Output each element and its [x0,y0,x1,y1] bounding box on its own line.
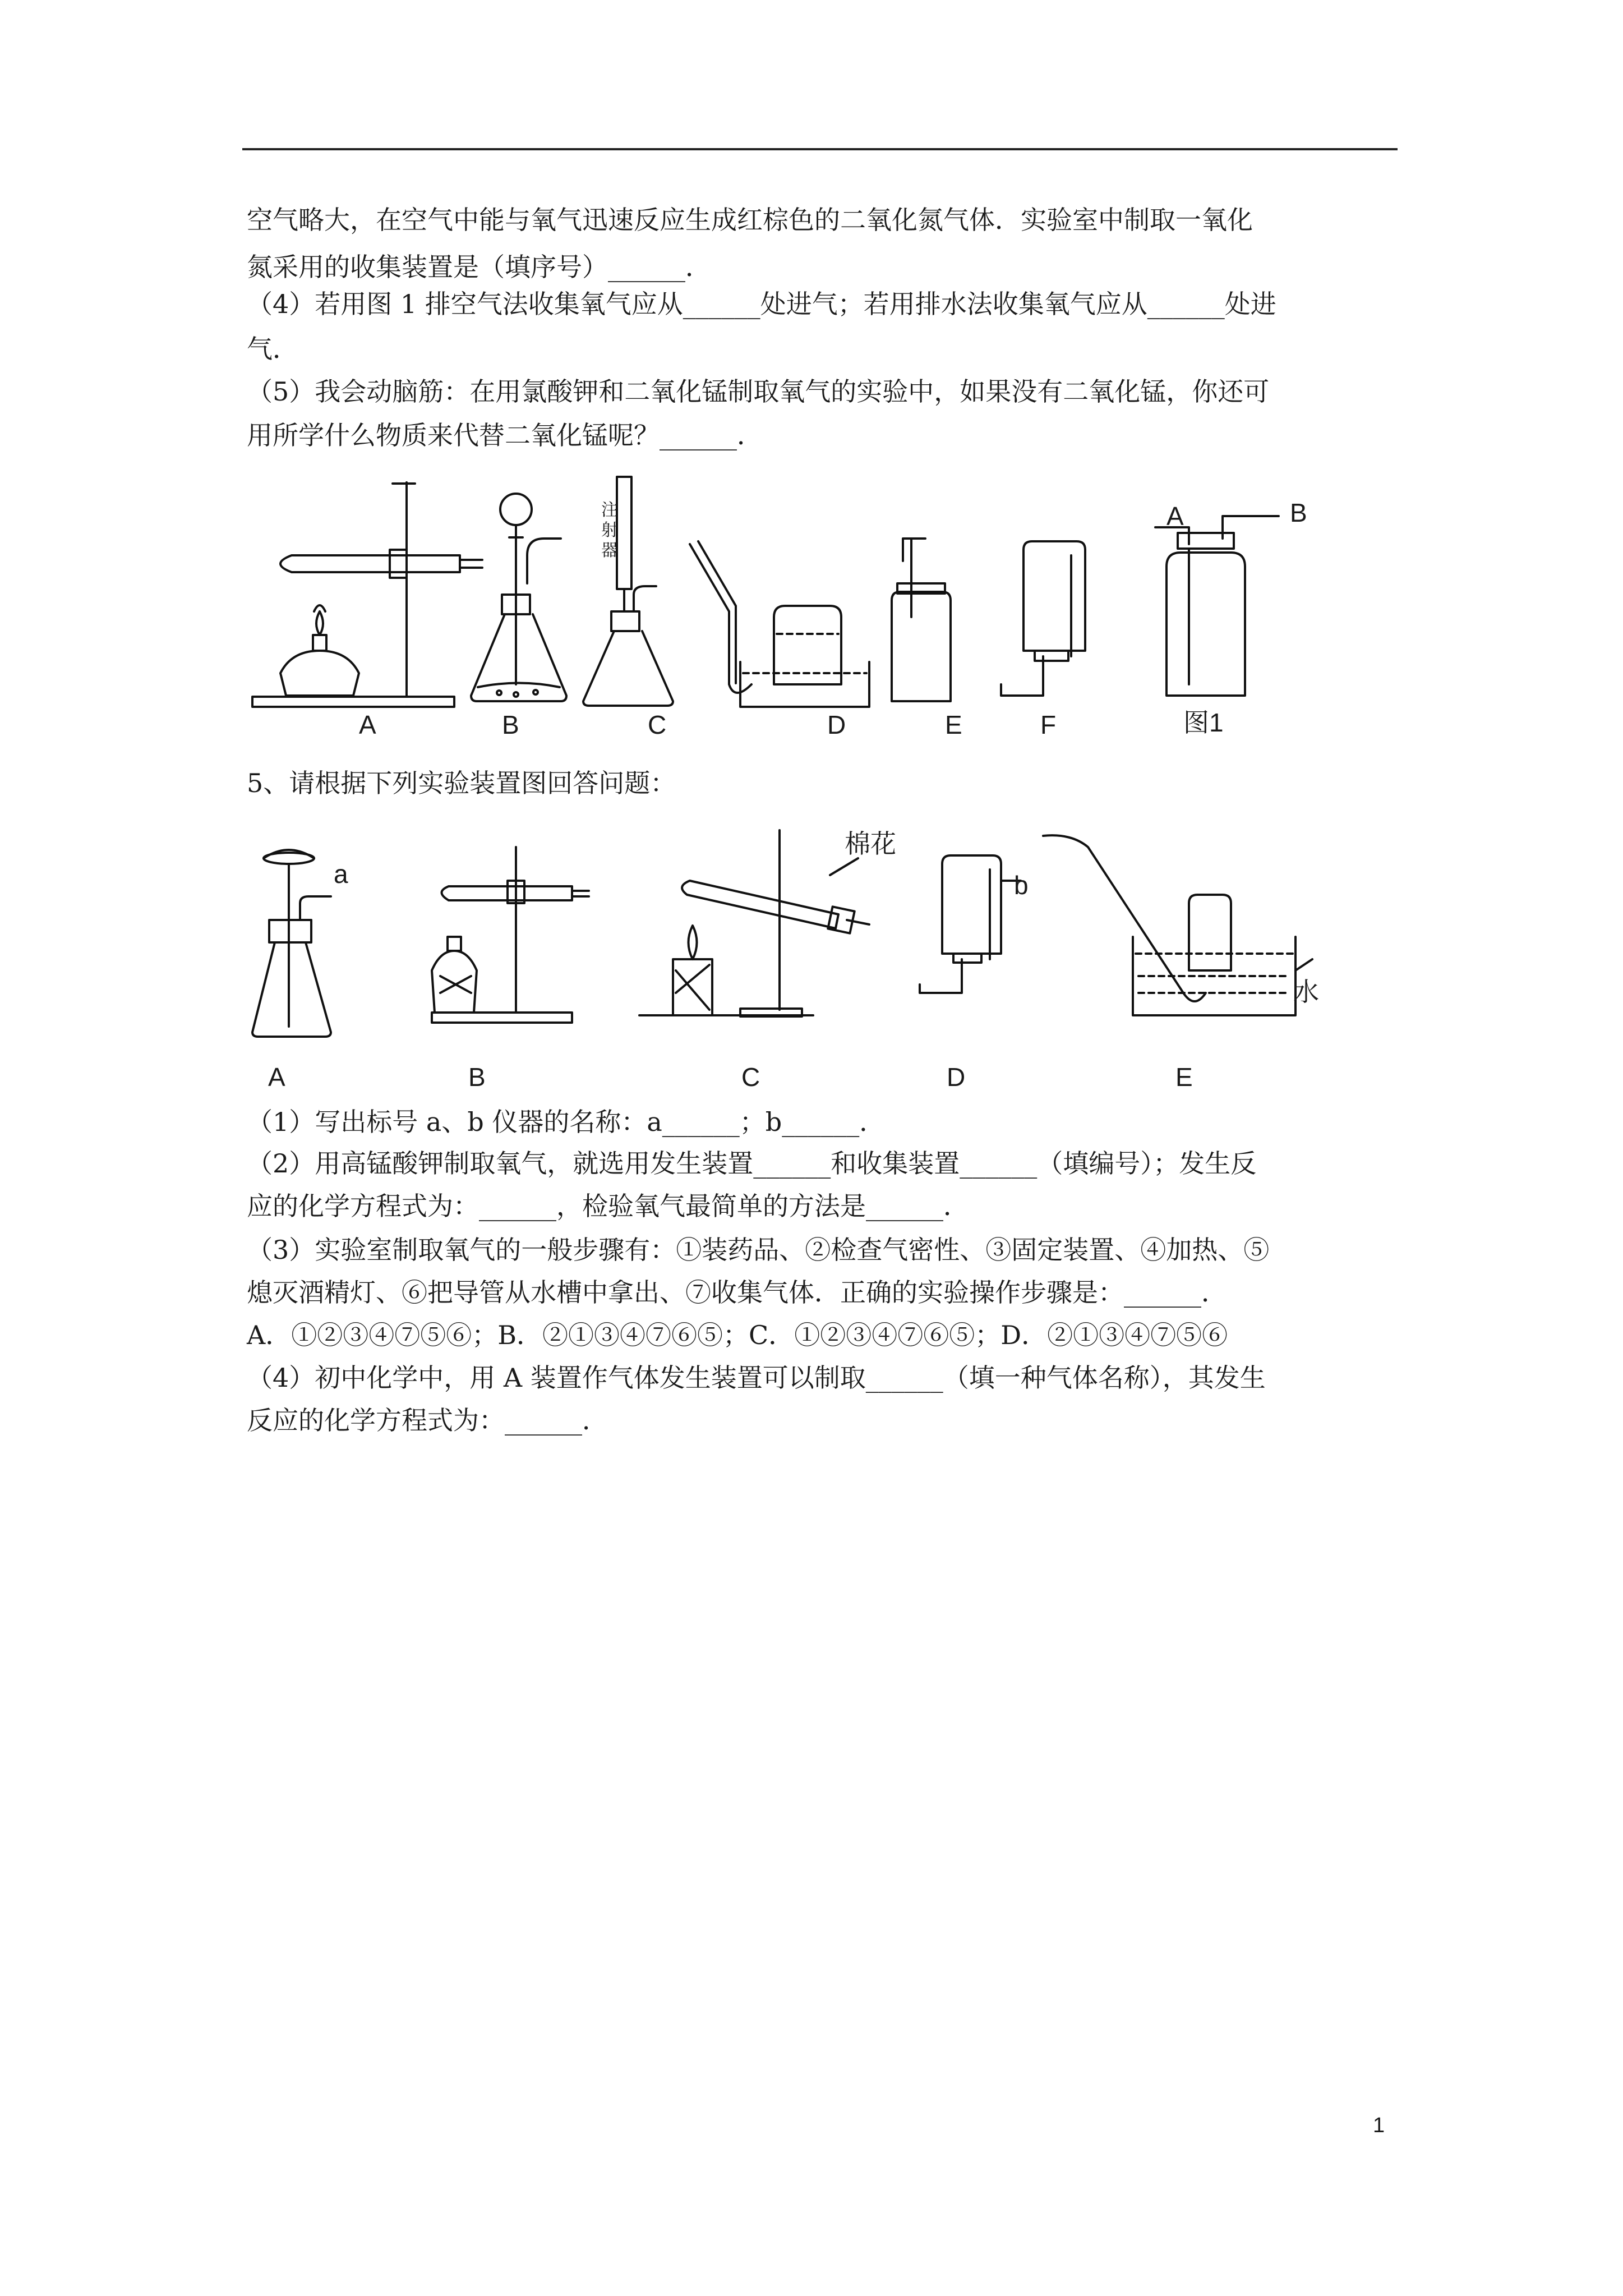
figure-1-label-a: A [359,710,376,739]
header-rule [242,148,1398,150]
q5-label-d: D [947,1062,966,1092]
q5-cotton-label: 棉花 [845,829,896,859]
question-5-heading: 5、请根据下列实验装置图回答问题： [247,768,676,798]
figure-1-label-c: C [648,710,667,739]
question-5-line: 反应的化学方程式为：______． [247,1405,608,1435]
figure-1-bottle [1155,516,1279,696]
q5-apparatus-d [920,855,1021,993]
figure-1-port-b: B [1290,498,1307,527]
figure-1-label-e: E [945,710,962,739]
q5-label-a: A [268,1062,285,1092]
question-5-line: A．①②③④⑦⑤⑥；B．②①③④⑦⑥⑤；C．①②③④⑦⑥⑤；D．②①③④⑦⑤⑥ [247,1320,1228,1350]
question-5-apparatus [247,825,1335,1060]
syringe-label: 注射器 [601,500,618,560]
paragraph-line: （5）我会动脑筋：在用氯酸钾和二氧化锰制取氧气的实验中，如果没有二氧化锰，你还可 [247,376,1270,407]
q5-apparatus-c [639,830,869,1016]
apparatus-d-water-trough [690,541,869,707]
q5-label-c: C [741,1062,760,1092]
paragraph-line: 空气略大，在空气中能与氧气迅速反应生成红棕色的二氧化氮气体．实验室中制取一氧化 [247,205,1253,235]
apparatus-a-heating [252,482,482,707]
figure-1-label-b: B [502,710,519,739]
q5-label-a-mark: a [334,859,348,889]
paragraph-line: 气． [247,334,298,364]
paragraph-line: 用所学什么物质来代替二氧化锰呢？______． [247,420,763,450]
apparatus-c-flask-syringe [583,477,673,706]
figure-1-port-a: A [1166,501,1184,531]
q5-apparatus-a [252,850,331,1037]
question-5-line: （2）用高锰酸钾制取氧气，就选用发生装置______和收集装置______（填编号）；发生反 [247,1148,1257,1179]
figure-1-label-d: D [827,710,846,739]
q5-label-b: B [468,1062,486,1092]
apparatus-e-gas-bottle [892,539,951,701]
question-5-line: 熄灭酒精灯、⑥把导管从水槽中拿出、⑦收集气体．正确的实验操作步骤是：______． [247,1277,1227,1308]
question-5-line: 应的化学方程式为：______，检验氧气最简单的方法是______． [247,1191,969,1221]
paragraph-line: （4）若用图 1 排空气法收集氧气应从______处进气；若用排水法收集氧气应从______处进 [247,289,1276,319]
page-number: 1 [1373,2114,1385,2137]
apparatus-f-inverted-bottle [1001,541,1085,696]
q5-label-b-mark: b [1014,871,1029,900]
question-5-line: （3）实验室制取氧气的一般步骤有：①装药品、②检查气密性、③固定装置、④加热、⑤ [247,1235,1270,1265]
apparatus-b-flask-funnel [471,494,566,701]
q5-apparatus-b [432,847,589,1023]
figure-1-label-f: F [1040,710,1057,739]
question-5-line: （4）初中化学中，用 A 装置作气体发生装置可以制取______（填一种气体名称），其发生 [247,1363,1266,1393]
paragraph-line: 氮采用的收集装置是（填序号）______． [247,252,711,282]
q5-label-e: E [1175,1062,1193,1092]
q5-water-label: 水 [1293,977,1319,1007]
figure-1-caption: 图1 [1183,708,1224,737]
q5-apparatus-e [1043,835,1312,1015]
question-5-line: （1）写出标号 a、b 仪器的名称：a______；b______． [247,1107,886,1137]
